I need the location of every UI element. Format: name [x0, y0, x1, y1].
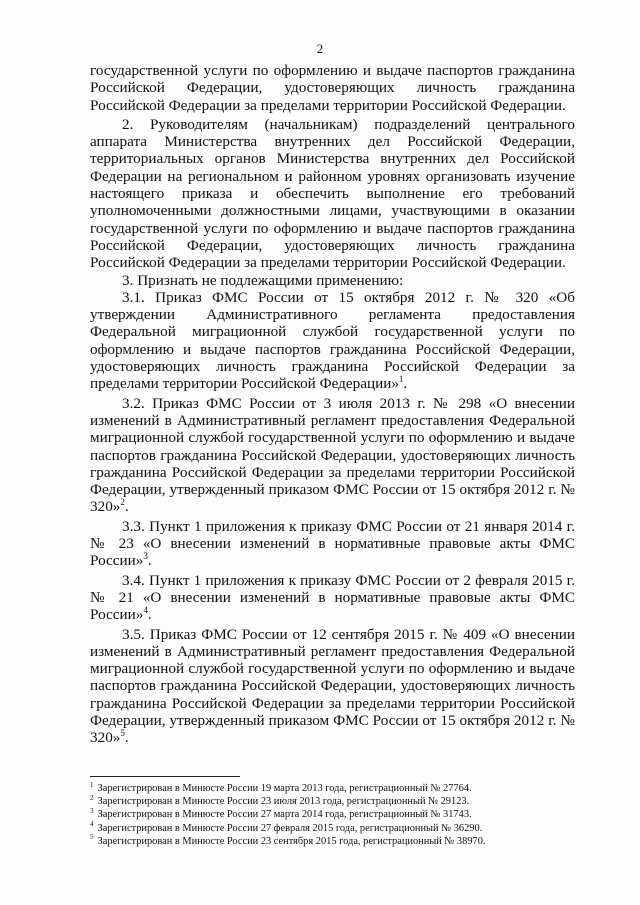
footnote-ref[interactable]: 3 — [143, 551, 148, 562]
paragraph-text: 3. Признать не подлежащими применению: — [122, 271, 404, 289]
page-number: 2 — [316, 41, 324, 56]
paragraph-text: 3.2. Приказ ФМС России от 3 июля 2013 г. № 298 «О внесении изменений в Административный регламент предоставления Федеральной миграционной службой государственной услуги по оформлению и выдаче паспортов гражданина Российской Федерации, удостоверяющих личность гражданина Российской Федерации за пределами территории Российской Федерации, утвержденный приказом ФМС России от 15 октября 2012 г. № 320» — [90, 394, 575, 516]
footnotes — [90, 782, 560, 848]
sentence-end: . — [124, 498, 129, 516]
paragraph-item-3-5 — [90, 626, 575, 747]
sentence-end: . — [403, 375, 408, 393]
footnote-ref[interactable]: 4 — [143, 605, 148, 616]
footnote-text: Зарегистрирован в Минюсте России 23 сентября 2015 года, регистрационный № 38970. — [97, 835, 486, 847]
sentence-end: . — [124, 729, 129, 747]
paragraph-text: 2. Руководителям (начальникам) подразделений центрального аппарата Министерства внутренних дел Российской Федерации, территориальных органов Министерства внутренних дел Российской Федерации на региональном и районном уровнях организовать изучение настоящего приказа и обеспечить выполнение его требований уполномоченными должностными лицами, участвующими в оказании государственной услуги по оформлению и выдаче паспортов гражданина Российской Федерации, удостоверяющих личность гражданина Российской Федерации за пределами территории Российской Федерации. — [90, 115, 575, 272]
footnote-ref[interactable]: 5 — [120, 728, 125, 739]
footnote-mark: 5 — [90, 833, 94, 842]
paragraph-item-3-2 — [90, 395, 575, 516]
paragraph-text: 3.3. Пункт 1 приложения к приказу ФМС России от 21 января 2014 г. № 23 «О внесении изменений в нормативные правовые акты ФМС России» — [90, 517, 575, 570]
document-body — [90, 62, 575, 747]
paragraph-item-3-1 — [90, 289, 575, 393]
footnote-text: Зарегистрирован в Минюсте России 23 июля 2013 года, регистрационный № 29123. — [97, 796, 470, 808]
footnote-item — [90, 782, 560, 795]
footnote-ref[interactable]: 1 — [398, 374, 404, 385]
footnote-text: Зарегистрирован в Минюсте России 19 марта 2013 года, регистрационный № 27764. — [97, 783, 472, 794]
paragraph-item-2 — [90, 116, 575, 272]
paragraph-text: 3.5. Приказ ФМС России от 12 сентября 2015 г. № 409 «О внесении изменений в Административный регламент предоставления Федеральной миграционной службой государственной услуги по оформлению и выдаче паспортов гражданина Российской Федерации, удостоверяющих личность гражданина Российской Федерации за пределами территории Российской Федерации, утвержденный приказом ФМС России от 15 октября 2012 г. № 320» — [90, 625, 575, 747]
paragraph-item-3 — [90, 272, 575, 289]
footnote-divider — [90, 776, 240, 777]
footnote-item — [90, 808, 560, 821]
footnote-item — [90, 822, 560, 835]
footnote-mark: 3 — [90, 806, 94, 815]
footnote-mark: 2 — [90, 793, 94, 802]
sentence-end: . — [147, 606, 152, 624]
footnote-text: Зарегистрирован в Минюсте России 27 февраля 2015 года, регистрационный № 36290. — [97, 822, 483, 834]
sentence-end: . — [147, 552, 152, 570]
paragraph-item-3-3 — [90, 518, 575, 570]
footnote-mark: 1 — [90, 780, 94, 789]
paragraph-text: государственной услуги по оформлению и выдаче паспортов гражданина Российской Федерации, удостоверяющих личность гражданина Российской Федерации за пределами территории Российской Федерации. — [90, 62, 575, 114]
paragraph-text: 3.4. Пункт 1 приложения к приказу ФМС России от 2 февраля 2015 г. № 21 «О внесении изменений в нормативные правовые акты ФМС России» — [90, 571, 575, 624]
footnote-item — [90, 795, 560, 808]
footnote-mark: 4 — [90, 820, 94, 829]
paragraph-item-3-4 — [90, 572, 575, 624]
paragraph-text: 3.1. Приказ ФМС России от 15 октября 2012 г. № 320 «Об утверждении Административного регламента предоставления Федеральной миграционной службой государственной услуги по оформлению и выдаче паспортов гражданина Российской Федерации, удостоверяющих личность гражданина Российской Федерации за пределами территории Российской Федерации» — [90, 288, 575, 393]
paragraph-continuation — [90, 62, 575, 114]
footnote-ref[interactable]: 2 — [120, 497, 125, 508]
footnote-item — [90, 835, 560, 848]
footnote-text: Зарегистрирован в Минюсте России 27 марта 2014 года, регистрационный № 31743. — [97, 809, 472, 821]
